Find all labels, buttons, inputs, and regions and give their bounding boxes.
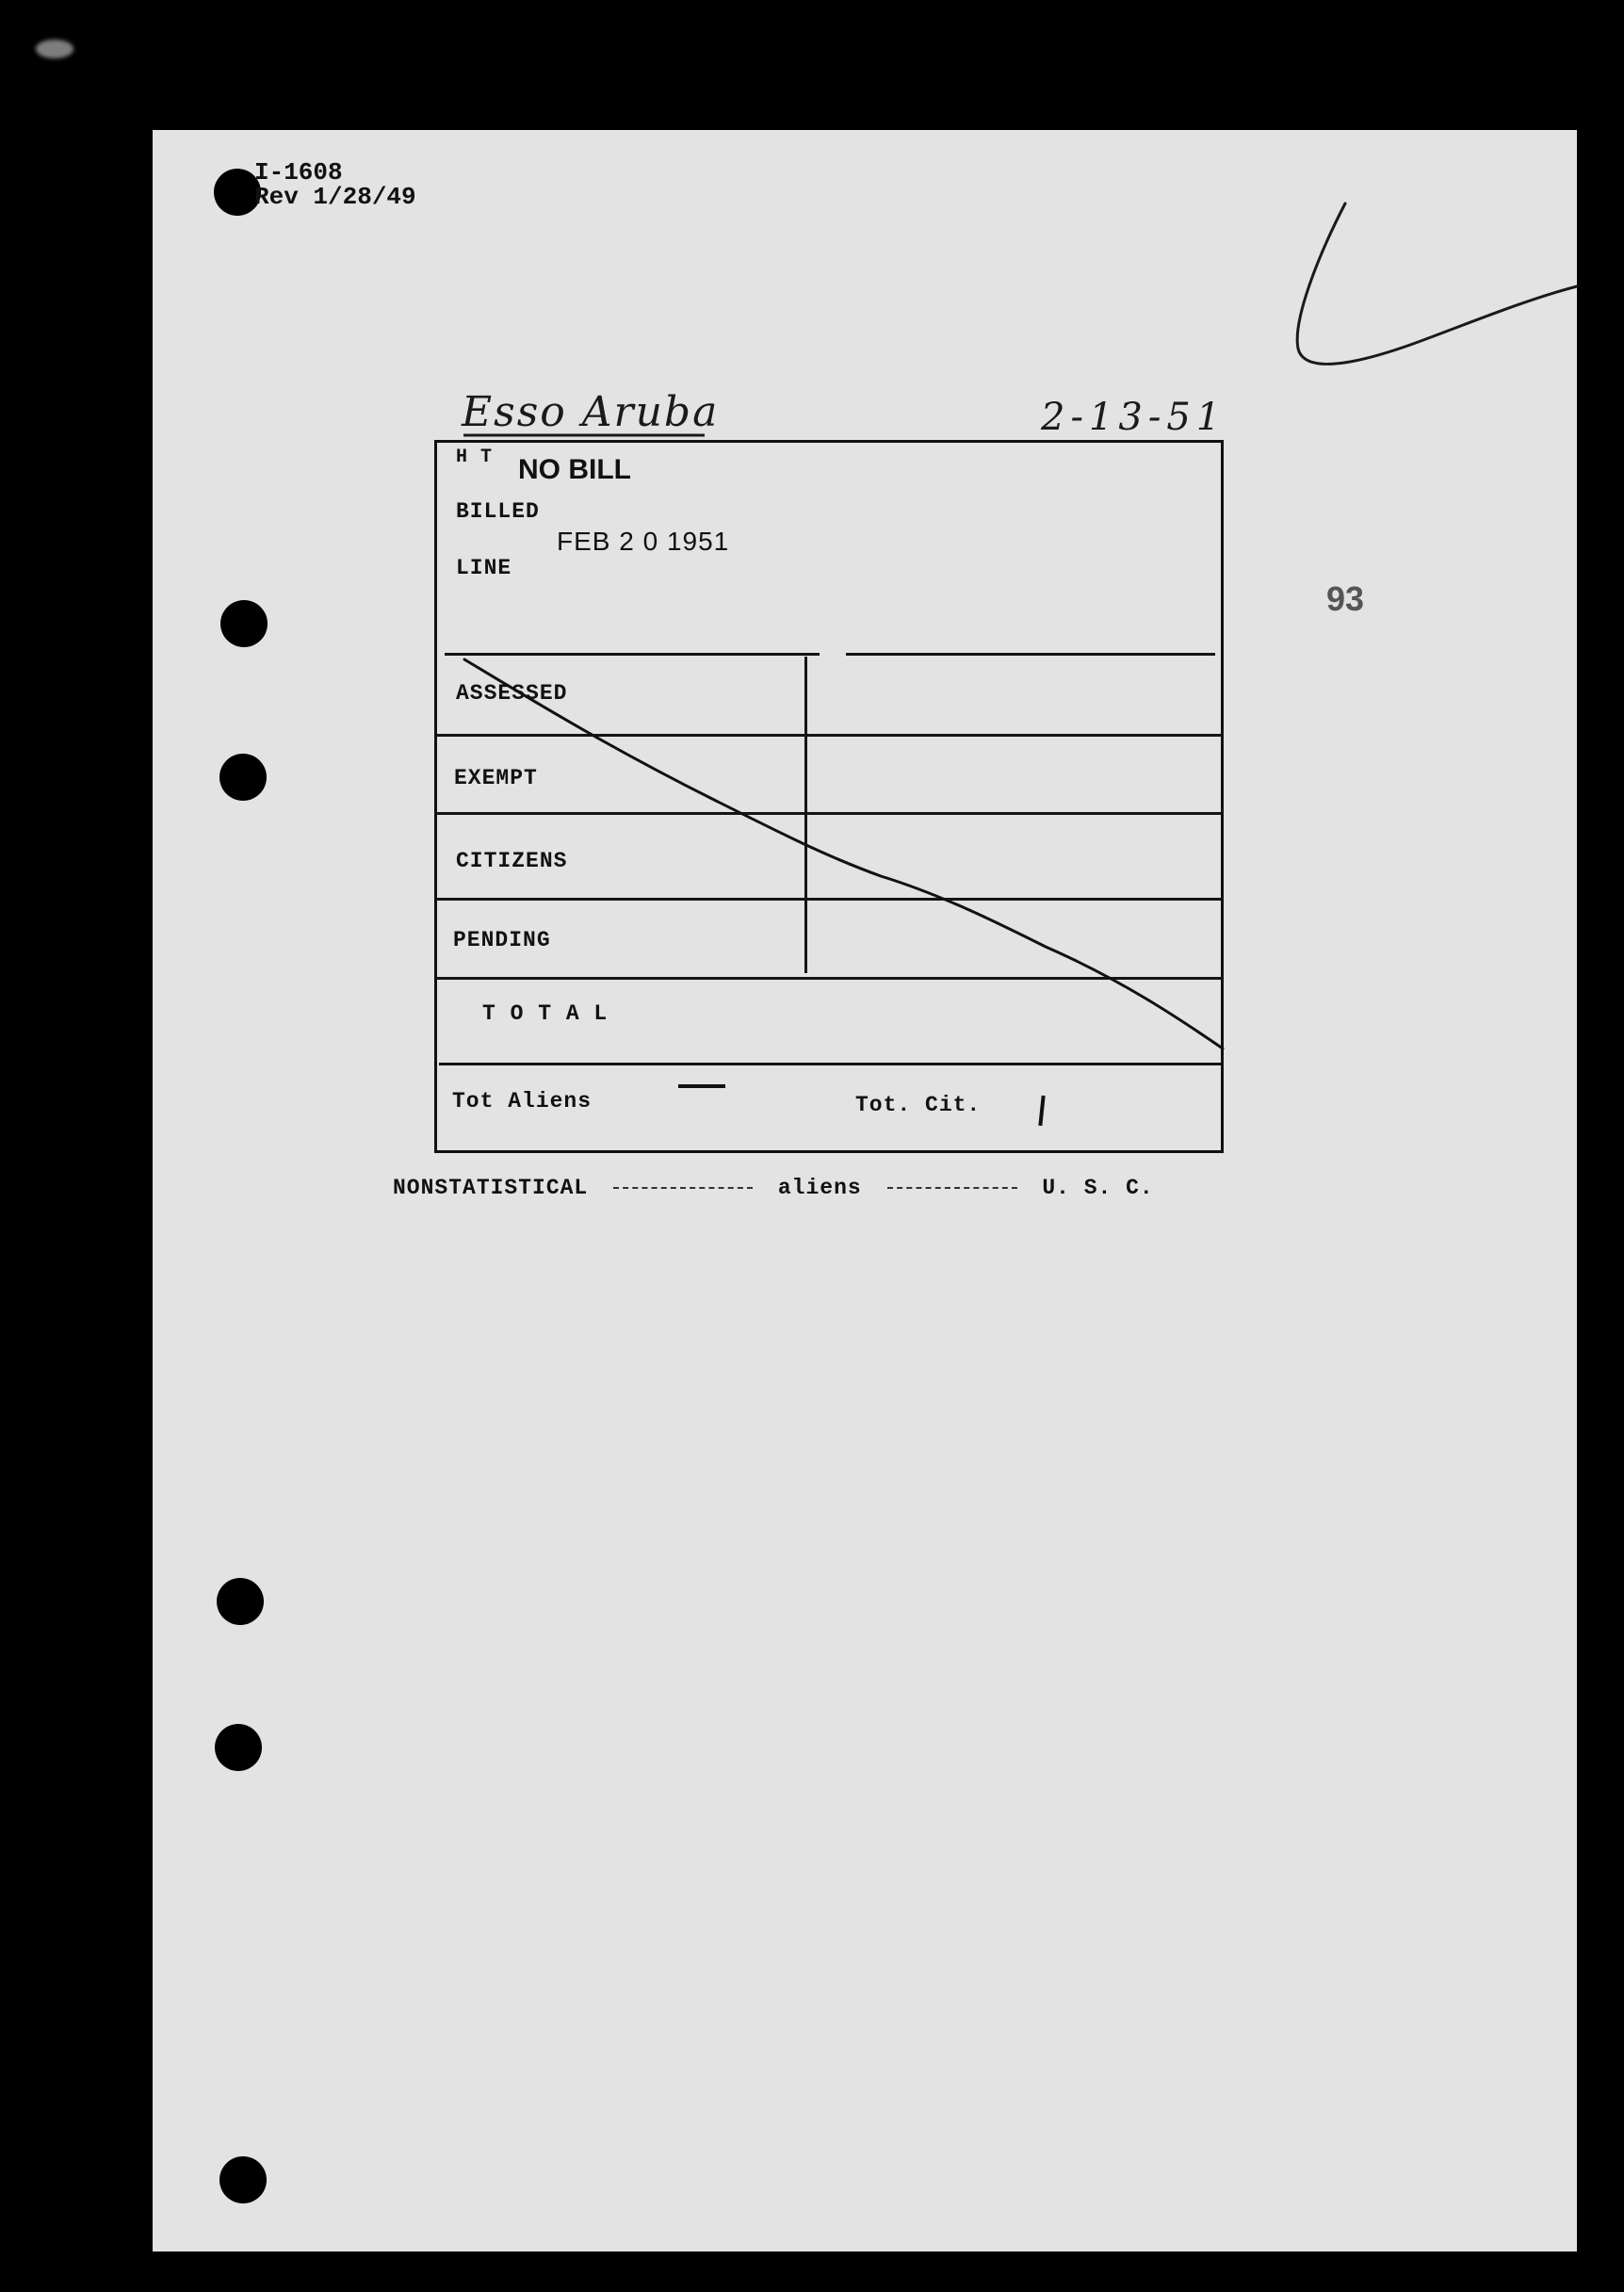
aliens-blank bbox=[887, 1187, 1017, 1189]
usc-label: U. S. C. bbox=[1042, 1176, 1154, 1200]
assessed-label: ASSESSED bbox=[456, 681, 568, 706]
nonstatistical-label: NONSTATISTICAL bbox=[393, 1176, 589, 1200]
citizens-label: CITIZENS bbox=[456, 849, 568, 873]
form-number: I-1608 bbox=[254, 158, 343, 187]
nonstatistical-blank bbox=[613, 1187, 753, 1189]
handwritten-date: 2-13-51 bbox=[1041, 396, 1226, 439]
tot-aliens-label: Tot Aliens bbox=[452, 1089, 593, 1113]
line-label: LINE bbox=[456, 556, 512, 580]
nonstatistical-line bbox=[393, 1176, 1154, 1200]
billed-label: BILLED bbox=[456, 499, 540, 524]
company-name: Esso Aruba bbox=[462, 388, 720, 436]
total-label: T O T A L bbox=[482, 1001, 609, 1026]
pending-label: PENDING bbox=[453, 928, 551, 952]
form-revision: Rev 1/28/49 bbox=[254, 183, 416, 211]
aliens-label: aliens bbox=[777, 1176, 862, 1200]
exempt-label: EXEMPT bbox=[454, 766, 538, 790]
ht-label: H T bbox=[456, 447, 494, 468]
no-bill-stamp: NO BILL bbox=[518, 454, 631, 485]
tot-cit-label: Tot. Cit. bbox=[855, 1093, 982, 1117]
stamp-date: FEB 2 0 1951 bbox=[557, 527, 730, 556]
page-number: 93 bbox=[1326, 579, 1365, 618]
